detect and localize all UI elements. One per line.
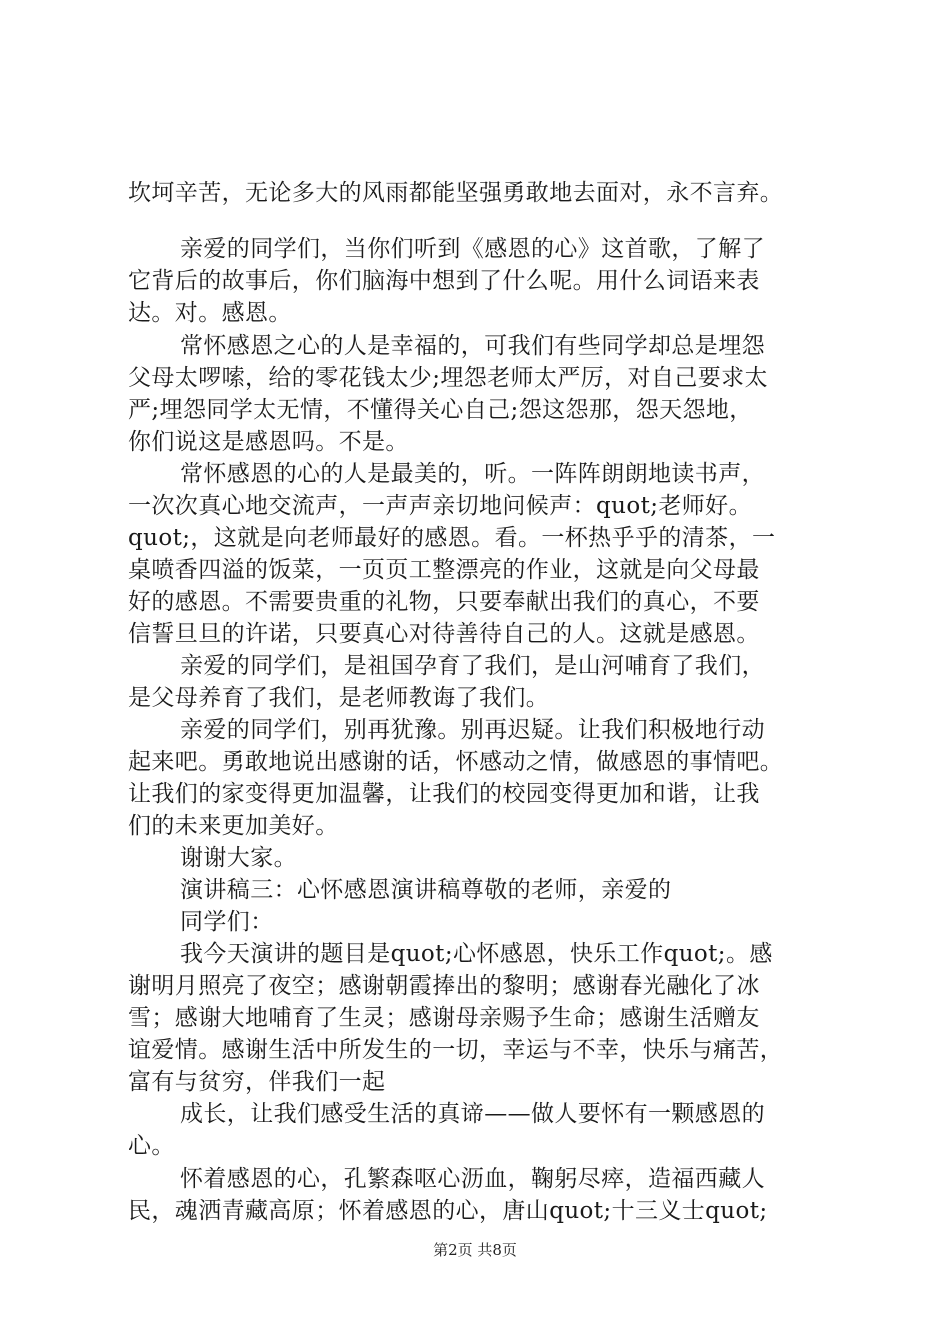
text-line: 一次次真心地交流声，一声声亲切地问候声：quot;老师好。 xyxy=(128,493,752,519)
text-line: 富有与贫穷，伴我们一起 xyxy=(128,1069,386,1095)
text-line: 我今天演讲的题目是quot;心怀感恩，快乐工作quot;。感 xyxy=(180,941,773,967)
text-line: 民，魂洒青藏高原；怀着感恩的心，唐山quot;十三义士quot; xyxy=(128,1198,768,1224)
text-line: 父母太啰嗦，给的零花钱太少;埋怨老师太严厉，对自己要求太 xyxy=(128,365,768,391)
text-line: 们的未来更加美好。 xyxy=(128,813,339,839)
text-line: 谢谢大家。 xyxy=(180,845,297,871)
text-line: 成长，让我们感受生活的真谛——做人要怀有一颗感恩的 xyxy=(180,1101,765,1127)
text-line: 怀着感恩的心，孔繁森呕心沥血，鞠躬尽瘁，造福西藏人 xyxy=(180,1166,765,1192)
text-line: 桌喷香四溢的饭菜，一页页工整漂亮的作业，这就是向父母最 xyxy=(128,557,760,583)
text-line: 让我们的家变得更加温馨，让我们的校园变得更加和谐，让我 xyxy=(128,781,760,807)
text-line: 好的感恩。不需要贵重的礼物，只要奉献出我们的真心，不要 xyxy=(128,589,760,615)
text-line: 起来吧。勇敢地说出感谢的话，怀感动之情，做感恩的事情吧。 xyxy=(128,749,784,775)
text-line: 亲爱的同学们，当你们听到《感恩的心》这首歌，了解了 xyxy=(180,236,765,262)
text-line: 雪；感谢大地哺育了生灵；感谢母亲赐予生命；感谢生活赠友 xyxy=(128,1005,760,1031)
text-line: 同学们： xyxy=(180,909,274,935)
text-line: 它背后的故事后，你们脑海中想到了什么呢。用什么词语来表 xyxy=(128,268,760,294)
text-line: 谊爱情。感谢生活中所发生的一切，幸运与不幸，快乐与痛苦， xyxy=(128,1037,784,1063)
text-line: 常怀感恩的心的人是最美的，听。一阵阵朗朗地读书声， xyxy=(180,461,765,487)
text-line: 是父母养育了我们，是老师教诲了我们。 xyxy=(128,685,550,711)
text-line: 亲爱的同学们，别再犹豫。别再迟疑。让我们积极地行动 xyxy=(180,717,765,743)
text-line: 谢明月照亮了夜空；感谢朝霞捧出的黎明；感谢春光融化了冰 xyxy=(128,973,760,999)
text-line: 亲爱的同学们，是祖国孕育了我们，是山河哺育了我们， xyxy=(180,653,765,679)
page-number-footer: 第2页 共8页 xyxy=(433,1241,517,1259)
text-line: 坎坷辛苦，无论多大的风雨都能坚强勇敢地去面对，永不言弃。 xyxy=(128,180,784,206)
text-line: 你们说这是感恩吗。不是。 xyxy=(128,429,409,455)
text-line: quot;，这就是向老师最好的感恩。看。一杯热乎乎的清茶，一 xyxy=(128,525,776,551)
text-line: 信誓旦旦的许诺，只要真心对待善待自己的人。这就是感恩。 xyxy=(128,621,760,647)
text-line: 严;埋怨同学太无情，不懂得关心自己;怨这怨那，怨天怨地， xyxy=(128,397,753,423)
text-line: 达。对。感恩。 xyxy=(128,300,292,326)
text-line: 常怀感恩之心的人是幸福的，可我们有些同学却总是埋怨 xyxy=(180,333,765,359)
text-line: 演讲稿三：心怀感恩演讲稿尊敬的老师，亲爱的 xyxy=(180,877,672,903)
text-line: 心。 xyxy=(128,1133,175,1159)
